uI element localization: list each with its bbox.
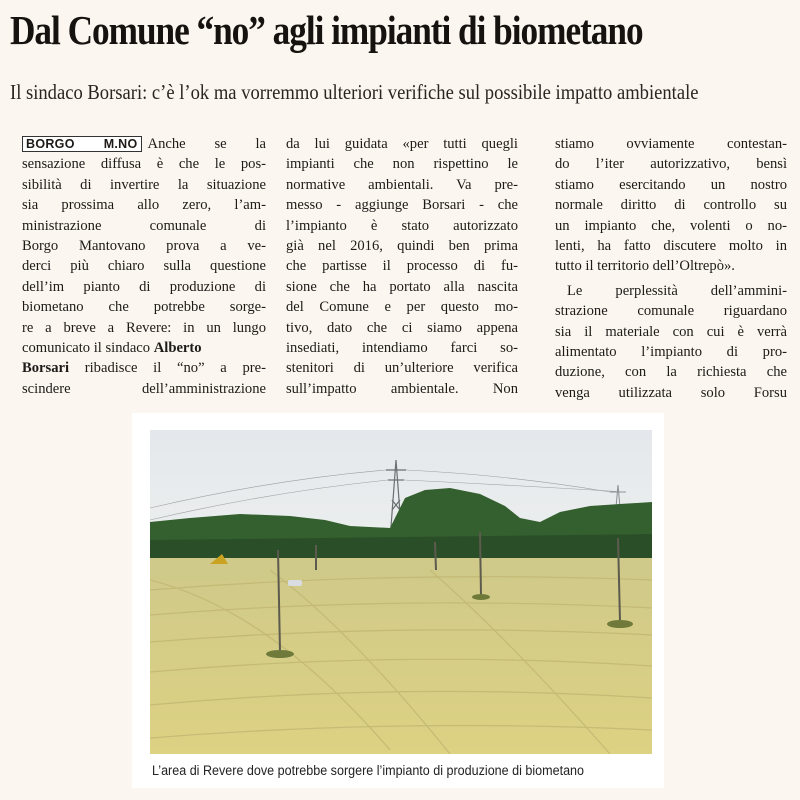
field [150, 558, 652, 754]
text-line: del Comune e per questo mo- [286, 299, 518, 316]
text-line: stiamo esercitando un nostro [555, 176, 787, 193]
text-line: scindere dell’amministrazione [22, 380, 266, 397]
text-line: venga utilizzata solo Forsu [555, 384, 787, 401]
text-line: biometano che potrebbe sorge- [22, 299, 266, 316]
text-line: un impianto che, volenti o no- [555, 217, 787, 234]
text-line: insediati, intendiamo farci so- [286, 339, 518, 356]
text-line: l’impianto è stato autorizzato [286, 217, 518, 234]
text-line: tutto il territorio dell’Oltrepò». [555, 258, 735, 275]
field-photo-image [150, 430, 652, 754]
field-photo [150, 430, 652, 754]
text-line: impianti che non rispettino le [286, 156, 518, 173]
text-line: sibilità di invertire la situazione [22, 176, 266, 193]
article-column-1 [22, 134, 266, 399]
article-column-2 [286, 134, 518, 399]
text-line: Le perplessità dell’ammini- [567, 282, 787, 299]
text-line: derci più chiaro sulla questione [22, 258, 266, 275]
subheadline: Il sindaco Borsari: c’è l’ok ma vorremmo ulteriori verifiche sul possibile impatto ambientale [10, 80, 699, 104]
text-line: normative ambientali. Va pre- [286, 176, 518, 193]
text-line: sia il materiale con cui è verrà [555, 323, 787, 340]
text-line: stiamo ovviamente contestan- [555, 136, 787, 152]
text-line: ministrazione comunale di [22, 217, 266, 234]
text-line: stenitori di un’ulteriore verifica [286, 360, 518, 377]
text-line: che partisse il processo di fu- [286, 258, 518, 275]
text-fragment: Anche se la [147, 136, 266, 152]
text-line: sensazione diffusa è che le pos- [22, 156, 266, 173]
text-line: strazione comunale riguardano [555, 303, 787, 320]
text-line: sia prossima allo zero, l’am- [22, 197, 266, 214]
text-line: messo - aggiunge Borsari - che [286, 197, 518, 214]
text-line [22, 358, 266, 378]
text-line: da lui guidata «per tutti quegli [286, 136, 518, 152]
text-line: duzione, con la richiesta che [555, 364, 787, 381]
text-line: tivo, dato che ci siamo appena [286, 319, 518, 336]
headline: Dal Comune “no” agli impianti di biometano [10, 7, 643, 53]
photo-caption: L’area di Revere dove potrebbe sorgere l’impianto di produzione di biometano [152, 763, 585, 778]
text-line [22, 134, 266, 154]
text-fragment: comunicato il sindaco [22, 339, 151, 356]
dateline: BORGO M.NO [22, 136, 142, 152]
text-fragment: ribadisce il “no” a pre- [84, 360, 266, 377]
text-line: do l’iter autorizzativo, bensì [555, 156, 787, 173]
text-line: re a breve a Revere: in un lungo [22, 319, 266, 336]
text-line: già nel 2016, quindi ben prima [286, 237, 518, 254]
text-line: lenti, ha fatto discutere molto in [555, 237, 787, 254]
person-name: Alberto [153, 339, 202, 356]
text-line: dell’im pianto di produzione di [22, 278, 266, 295]
text-line: sull’impatto ambientale. Non [286, 380, 518, 397]
text-line: alimentato l’impianto di pro- [555, 343, 787, 360]
text-line: normale diritto di controllo su [555, 197, 787, 214]
text-line: sione che ha portato alla nascita [286, 278, 518, 295]
text-line [22, 338, 266, 358]
person-name: Borsari [22, 360, 70, 377]
car [288, 580, 302, 586]
article-column-3 [555, 134, 787, 403]
text-line: Borgo Mantovano prova a ve- [22, 237, 266, 254]
